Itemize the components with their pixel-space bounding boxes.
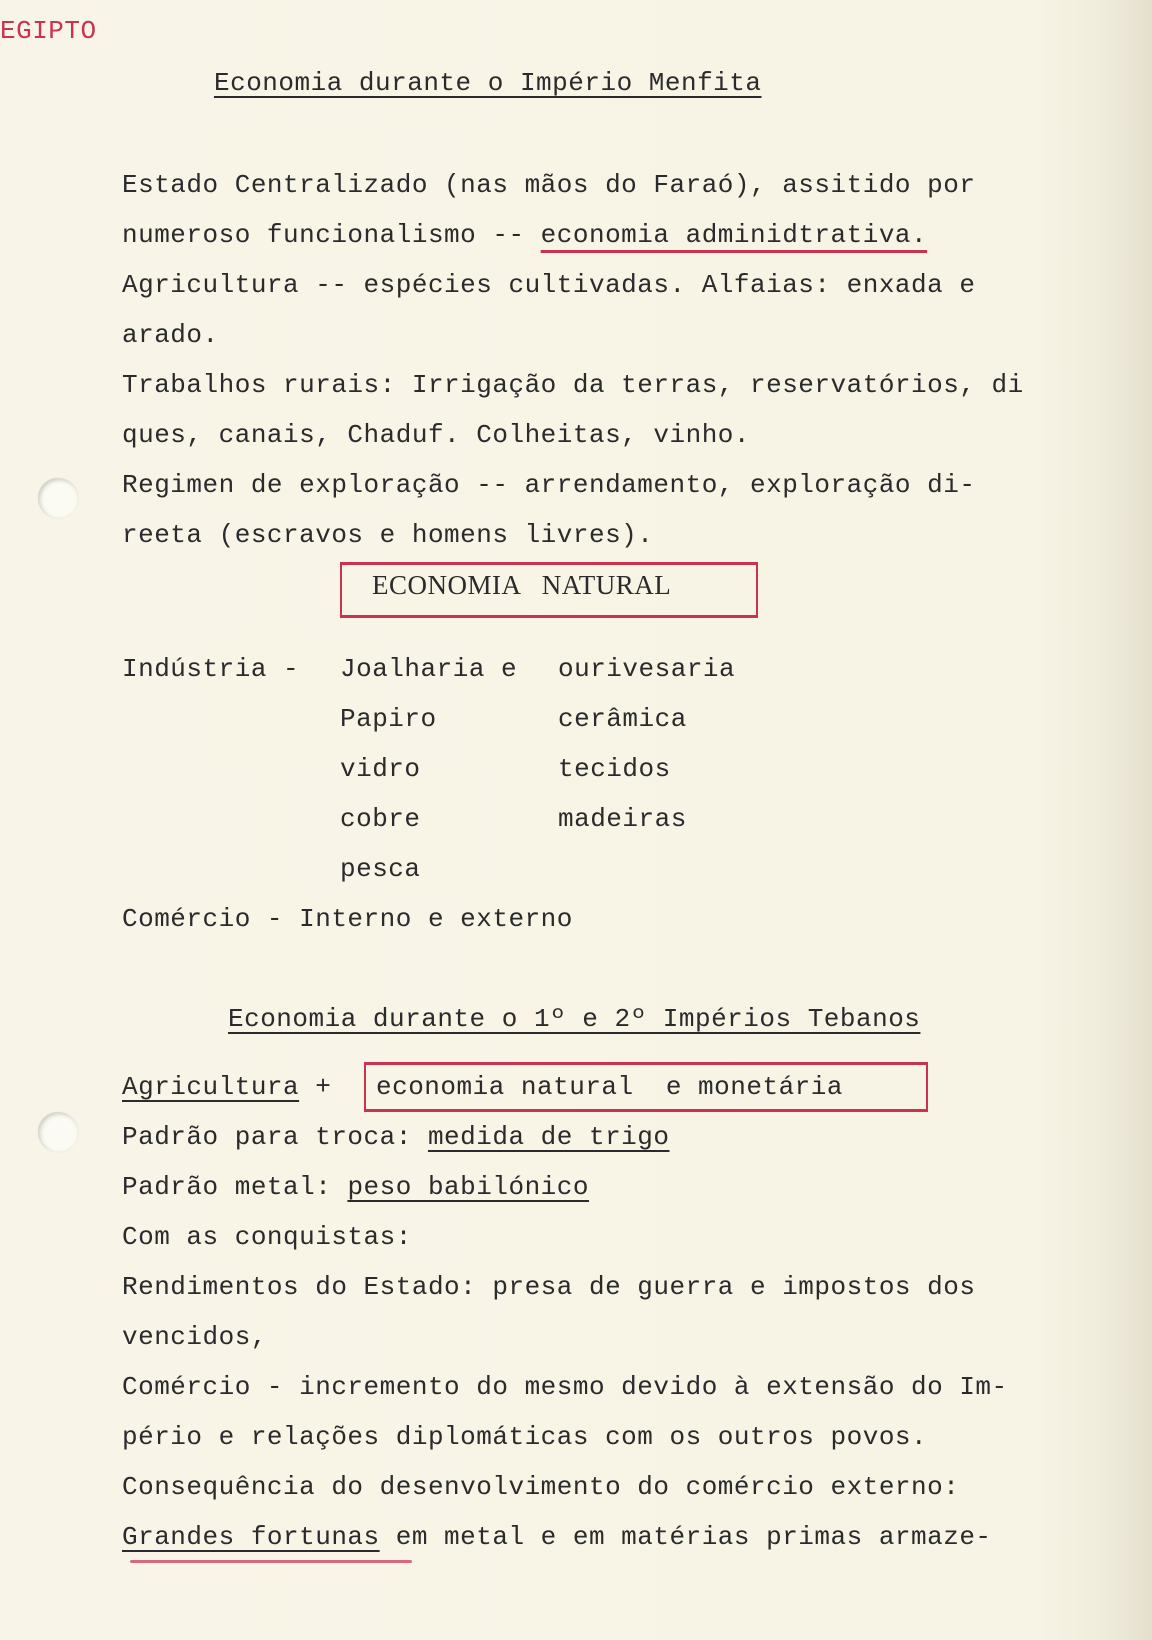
para3-line1: Trabalhos rurais: Irrigação da terras, reservatórios, di <box>122 370 1024 400</box>
section1-title: Economia durante o Império Menfita <box>214 68 762 98</box>
padrao-metal-label: Padrão metal: <box>122 1172 348 1202</box>
economia-natural-label: ECONOMIA NATURAL <box>372 570 672 600</box>
pink-underline-mark <box>130 1560 412 1563</box>
industria-item-1: Joalharia e <box>340 654 518 684</box>
comercio2-line1: Comércio - incremento do mesmo devido à extensão do Im- <box>122 1372 1008 1402</box>
padrao-troca-value: medida de trigo <box>427 1122 670 1152</box>
economia-administrativa: economia adminidtrativa. <box>540 220 928 250</box>
rendimentos-line1: Rendimentos do Estado: presa de guerra e impostos dos <box>122 1272 976 1302</box>
para2-line1: Agricultura -- espécies cultivadas. Alfaias: enxada e <box>122 270 976 300</box>
agricultura-line <box>122 1074 347 1100</box>
padrao-metal-value: peso babilónico <box>347 1172 589 1202</box>
para1-line1: Estado Centralizado (nas mãos do Faraó), assitido por <box>122 170 976 200</box>
industria-item-5: pesca <box>340 854 421 884</box>
para3-line2: ques, canais, Chaduf. Colheitas, vinho. <box>122 420 750 450</box>
padrao-troca-line <box>122 1124 670 1150</box>
punch-hole-bottom <box>38 1112 78 1152</box>
industria-item-9: madeiras <box>558 804 687 834</box>
para4-line2: reeta (escravos e homens livres). <box>122 520 654 550</box>
industria-item-2: Papiro <box>340 704 437 734</box>
industria-item-6: ourivesaria <box>558 654 736 684</box>
industria-item-7: cerâmica <box>558 704 687 734</box>
consequencia-line: Consequência do desenvolvimento do comércio externo: <box>122 1472 960 1502</box>
agricultura-plus: + <box>299 1072 348 1102</box>
grandes-fortunas-line <box>122 1524 992 1550</box>
grandes-fortunas-label: Grandes fortunas <box>122 1522 380 1552</box>
para1-line2-text: numeroso funcionalismo -- <box>122 220 541 250</box>
padrao-troca-label: Padrão para troca: <box>122 1122 428 1152</box>
padrao-metal-line <box>122 1174 589 1200</box>
punch-hole-top <box>38 478 78 518</box>
header-tag: EGIPTO <box>0 16 97 46</box>
agricultura-label: Agricultura <box>122 1072 300 1102</box>
para4-line1: Regimen de exploração -- arrendamento, exploração di- <box>122 470 976 500</box>
comercio2-line2: pério e relações diplomáticas com os outros povos. <box>122 1422 928 1452</box>
economia-natural-monetaria: economia natural e monetária <box>376 1072 843 1102</box>
para1-line2 <box>122 222 927 248</box>
industria-item-8: tecidos <box>558 754 671 784</box>
para2-line2: arado. <box>122 320 219 350</box>
comercio-line: Comércio - Interno e externo <box>122 904 573 934</box>
grandes-fortunas-text: em metal e em matérias primas armaze- <box>379 1522 992 1552</box>
industria-label: Indústria - <box>122 654 300 684</box>
rendimentos-line2: vencidos, <box>122 1322 267 1352</box>
industria-item-3: vidro <box>340 754 421 784</box>
section2-title: Economia durante o 1º e 2º Impérios Tebanos <box>228 1004 921 1034</box>
conquistas-line: Com as conquistas: <box>122 1222 412 1252</box>
industria-item-4: cobre <box>340 804 421 834</box>
